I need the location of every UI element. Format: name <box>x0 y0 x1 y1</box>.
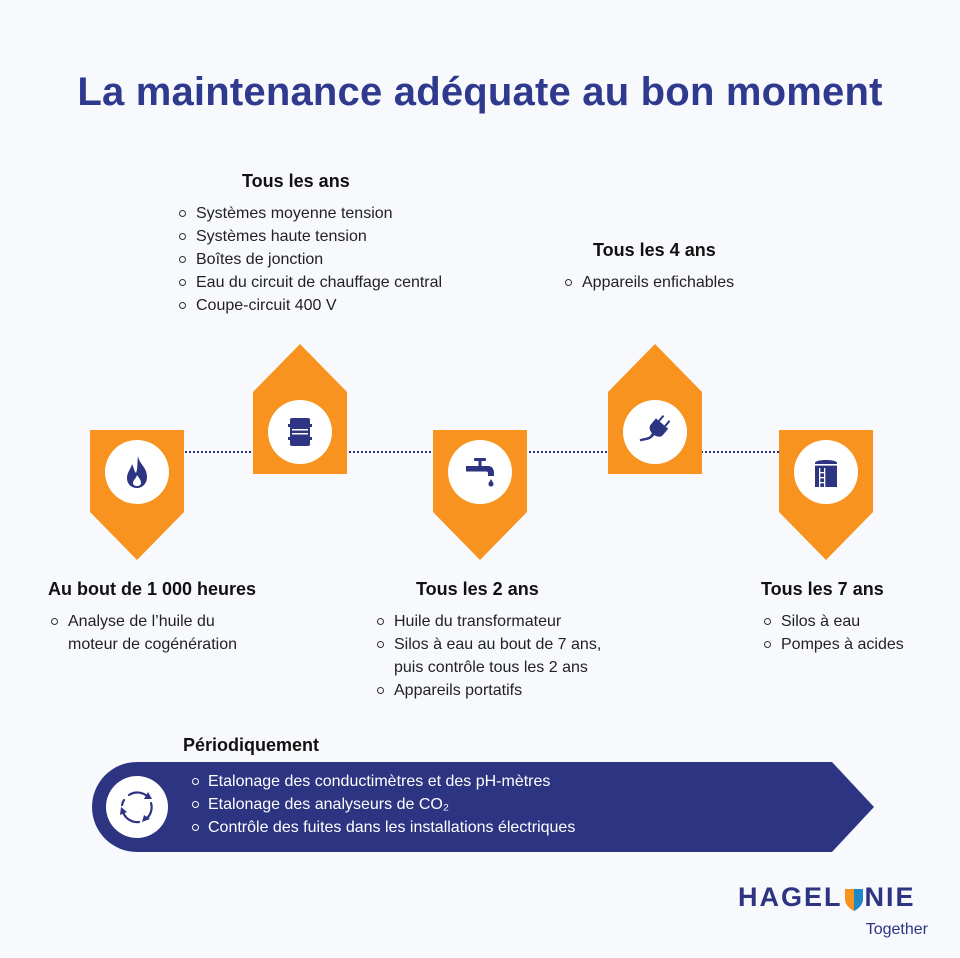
water-silo-icon <box>806 452 846 492</box>
page-title: La maintenance adéquate au bon moment <box>77 70 883 114</box>
logo-text-left: HAGEL <box>738 882 843 912</box>
hagelunie-logo <box>738 882 930 939</box>
group-7-years <box>761 579 904 656</box>
group-heading: Tous les 7 ans <box>761 579 884 599</box>
list-item: Systèmes moyenne tension <box>176 202 442 225</box>
group-1000-hours <box>48 579 268 656</box>
list-item: Appareils enfichables <box>562 271 734 294</box>
list-item: Appareils portatifs <box>374 679 634 702</box>
group-heading: Tous les ans <box>242 171 350 191</box>
shield-icon <box>845 887 863 909</box>
pin-7-years <box>779 430 873 560</box>
list-item: Etalonage des conductimètres et des pH-mètres <box>190 770 575 793</box>
list-item: Silos à eau au bout de 7 ans, puis contrôle tous les 2 ans <box>374 633 634 679</box>
plug-icon <box>635 412 675 452</box>
list-item: Boîtes de jonction <box>176 248 442 271</box>
pin-yearly <box>253 344 347 474</box>
group-heading: Au bout de 1 000 heures <box>48 579 257 599</box>
group-heading: Tous les 2 ans <box>416 579 539 599</box>
list-item: Pompes à acides <box>761 633 904 656</box>
group-heading: Tous les 4 ans <box>593 240 716 260</box>
list-item: Coupe-circuit 400 V <box>176 294 442 317</box>
periodic-heading: Périodiquement <box>183 735 320 755</box>
list-item: Contrôle des fuites dans les installations électriques <box>190 816 575 839</box>
list-item: Etalonage des analyseurs de CO₂ <box>190 793 575 816</box>
group-yearly <box>176 171 442 317</box>
periodic-list <box>190 770 575 839</box>
list-item: Eau du circuit de chauffage central <box>176 271 442 294</box>
pin-4-years <box>608 344 702 474</box>
group-4-years <box>562 240 734 294</box>
group-2-years <box>374 579 634 702</box>
faucet-icon <box>460 452 500 492</box>
list-item: Analyse de l’huile du moteur de cogénération <box>48 610 268 656</box>
list-item: Silos à eau <box>761 610 904 633</box>
cycle-arrows-icon <box>112 782 162 837</box>
barrel-icon <box>280 412 320 452</box>
logo-tagline: Together <box>865 921 928 938</box>
list-item: Huile du transformateur <box>374 610 634 633</box>
pin-2-years <box>433 430 527 560</box>
logo-text-right: NIE <box>864 882 916 912</box>
pin-1000-hours <box>90 430 184 560</box>
list-item: Systèmes haute tension <box>176 225 442 248</box>
flame-icon <box>117 452 157 492</box>
